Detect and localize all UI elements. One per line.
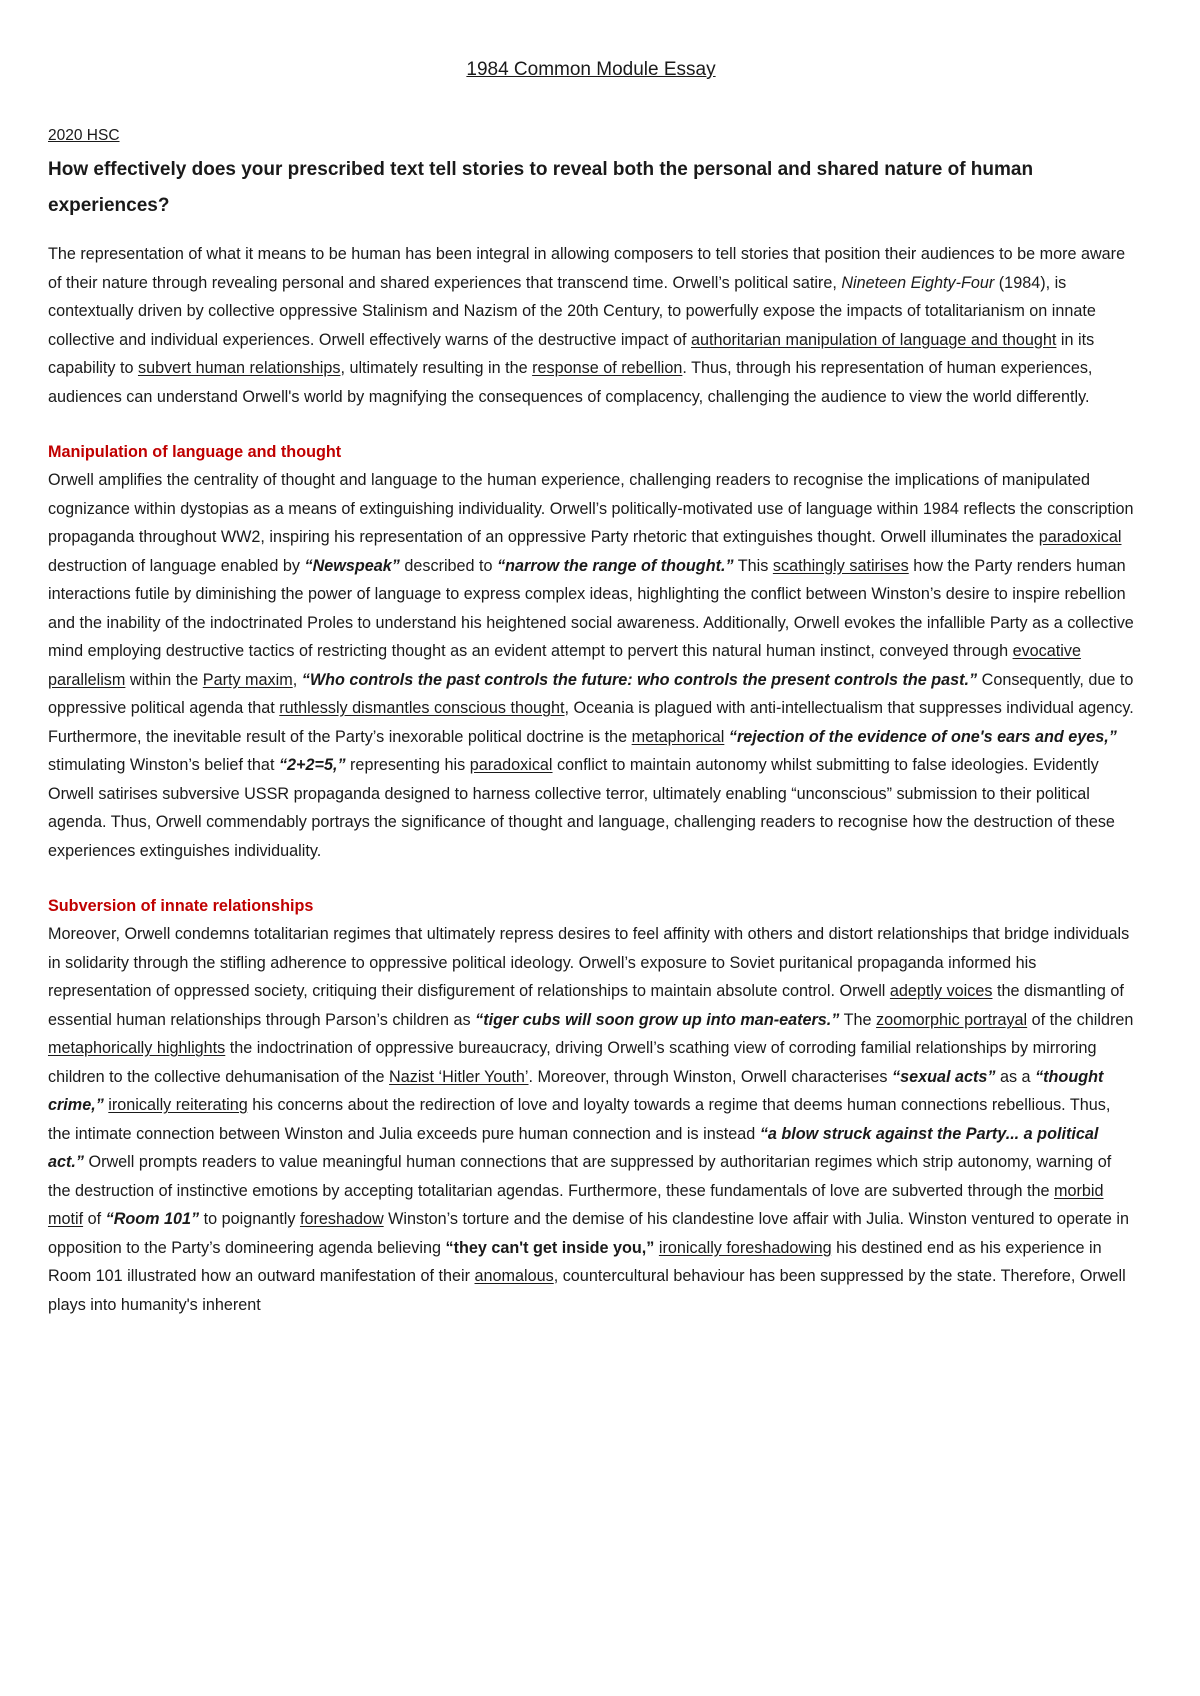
quote: “rejection of the evidence of one's ears and eyes,” (728, 727, 1117, 746)
intro-paragraph: The representation of what it means to be human has been integral in allowing composers to tell stories that position their audiences to be more aware of their nature through revealing personal and shared experiences that transcend time. Orwell’s political satire, Nineteen Eighty-Four (1984), is contextually driven by collective oppressive Stalinism and Nazism of the 20th Century, to powerfully expose the impacts of totalitarianism on innate collective and individual experiences. Orwell effectively warns of the destructive impact of authoritarian manipulation of language and thought in its capability to subvert human relationships, ultimately resulting in the response of rebellion. Thus, through his representation of human experiences, audiences can understand Orwell's world by magnifying the consequences of complacency, challenging the audience to view the world differently. (48, 245, 1126, 406)
quote: “a blow struck against the Party... a political act.” (48, 1124, 1099, 1171)
prompt-year: 2020 HSC (48, 127, 120, 144)
body-paragraph-language: Orwell amplifies the centrality of thought and language to the human experience, challenging readers to recognise the implications of manipulated cognizance within dystopias as a means of extinguishing individuality. Orwell’s politically-motivated use of language within 1984 reflects the conscription propaganda throughout WW2, inspiring his representation of an oppressive Party rhetoric that extinguishes thought. Orwell illuminates the paradoxical destruction of language enabled by “Newspeak” described to “narrow the range of thought.” This scathingly satirises how the Party renders human interactions futile by diminishing the power of language to express complex ideas, highlighting the conflict between Winston’s desire to inspire rebellion and the inability of the indoctrinated Proles to understand his heightened social awareness. Additionally, Orwell evokes the infallible Party as a collective mind employing destructive tactics of restricting thought as an evident attempt to pervert this natural human instinct, conveyed through evocative parallelism within the Party maxim, “Who controls the past controls the future: who controls the present controls the past.” Consequently, due to oppressive political agenda that ruthlessly dismantles conscious thought, Oceania is plagued with anti-intellectualism that suppresses individual agency. Furthermore, the inevitable result of the Party’s inexorable political doctrine is the metaphorical “rejection of the evidence of one's ears and eyes,” stimulating Winston’s belief that “2+2=5,” representing his paradoxical conflict to maintain autonomy whilst submitting to false ideologies. Evidently Orwell satirises subversive USSR propaganda designed to harness collective terror, ultimately enabling “unconscious” submission to their political agenda. Thus, Orwell commendably portrays the significance of thought and language, challenging readers to recognise how the destruction of these experiences extinguishes individuality. (48, 471, 1134, 860)
technique-underline: ironically foreshadowing (658, 1238, 832, 1257)
technique-underline: adeptly voices (889, 982, 993, 1000)
technique-underline: paradoxical (1038, 528, 1122, 546)
quote: “Who controls the past controls the future: who controls the present controls the past.” (301, 670, 978, 689)
quote: “they can't get inside you,” (445, 1238, 655, 1257)
thesis-point-2: subvert human relationships (137, 359, 341, 377)
section-heading-relationships: Subversion of innate relationships (48, 897, 314, 915)
text-title: Nineteen Eighty-Four (841, 273, 995, 292)
technique-underline: morbid motif (48, 1181, 1104, 1228)
quote: “Room 101” (105, 1210, 200, 1228)
thesis-point-1: authoritarian manipulation of language and thought (691, 330, 1057, 349)
quote: “Newspeak” (304, 556, 400, 575)
technique-underline: ruthlessly dismantles conscious thought (279, 699, 565, 717)
technique-underline: Nazist ‘Hitler Youth’ (389, 1067, 529, 1086)
technique-underline: Party maxim (202, 670, 293, 689)
quote: “sexual acts” (891, 1067, 996, 1086)
technique-underline: ironically reiterating (108, 1096, 248, 1114)
quote: “2+2=5,” (278, 756, 346, 774)
technique-underline: metaphorical (631, 727, 725, 746)
technique-underline: evocative parallelism (48, 642, 1081, 689)
quote: “narrow the range of thought.” (497, 556, 734, 575)
technique-underline: scathingly satirises (772, 556, 909, 575)
section-heading-language: Manipulation of language and thought (48, 443, 342, 461)
technique-underline: anomalous (474, 1267, 554, 1285)
quote: “tiger cubs will soon grow up into man-eaters.” (475, 1010, 840, 1029)
technique-underline: metaphorically highlights (48, 1039, 226, 1057)
technique-underline: zoomorphic portrayal (876, 1010, 1028, 1029)
technique-underline: foreshadow (299, 1210, 384, 1228)
document-title: 1984 Common Module Essay (466, 59, 716, 80)
technique-underline: paradoxical (469, 756, 553, 774)
prompt-question: How effectively does your prescribed text tell stories to reveal both the personal and shared nature of human experiences? (48, 159, 1034, 216)
thesis-point-3: response of rebellion (532, 359, 683, 377)
body-paragraph-relationships: Moreover, Orwell condemns totalitarian regimes that ultimately repress desires to feel affinity with others and distort relationships that bridge individuals in solidarity through the stifling adherence to oppressive political ideology. Orwell’s exposure to Soviet puritanical propaganda informed his representation of oppressed society, critiquing their disfigurement of relationships to maintain absolute control. Orwell adeptly voices the dismantling of essential human relationships through Parson’s children as “tiger cubs will soon grow up into man-eaters.” The zoomorphic portrayal of the children metaphorically highlights the indoctrination of oppressive bureaucracy, driving Orwell’s scathing view of corroding familial relationships by mirroring children to the collective dehumanisation of the Nazist ‘Hitler Youth’. Moreover, through Winston, Orwell characterises “sexual acts” as a “thought crime,” ironically reiterating his concerns about the redirection of love and loyalty towards a regime that deems human connections rebellious. Thus, the intimate connection between Winston and Julia exceeds pure human connection and is instead “a blow struck against the Party... a political act.” Orwell prompts readers to value meaningful human connections that are suppressed by authoritarian regimes which strip autonomy, warning of the destruction of instinctive emotions by accepting totalitarian agendas. Furthermore, these fundamentals of love are subverted through the morbid motif of “Room 101” to poignantly foreshadow Winston’s torture and the demise of his clandestine love affair with Julia. Winston ventured to operate in opposition to the Party’s domineering agenda believing “they can't get inside you,” ironically foreshadowing his destined end as his experience in Room 101 illustrated how an outward manifestation of their anomalous, countercultural behaviour has been suppressed by the state. Therefore, Orwell plays into humanity's inherent (48, 925, 1134, 1314)
quote: “thought crime,” (48, 1067, 1104, 1114)
